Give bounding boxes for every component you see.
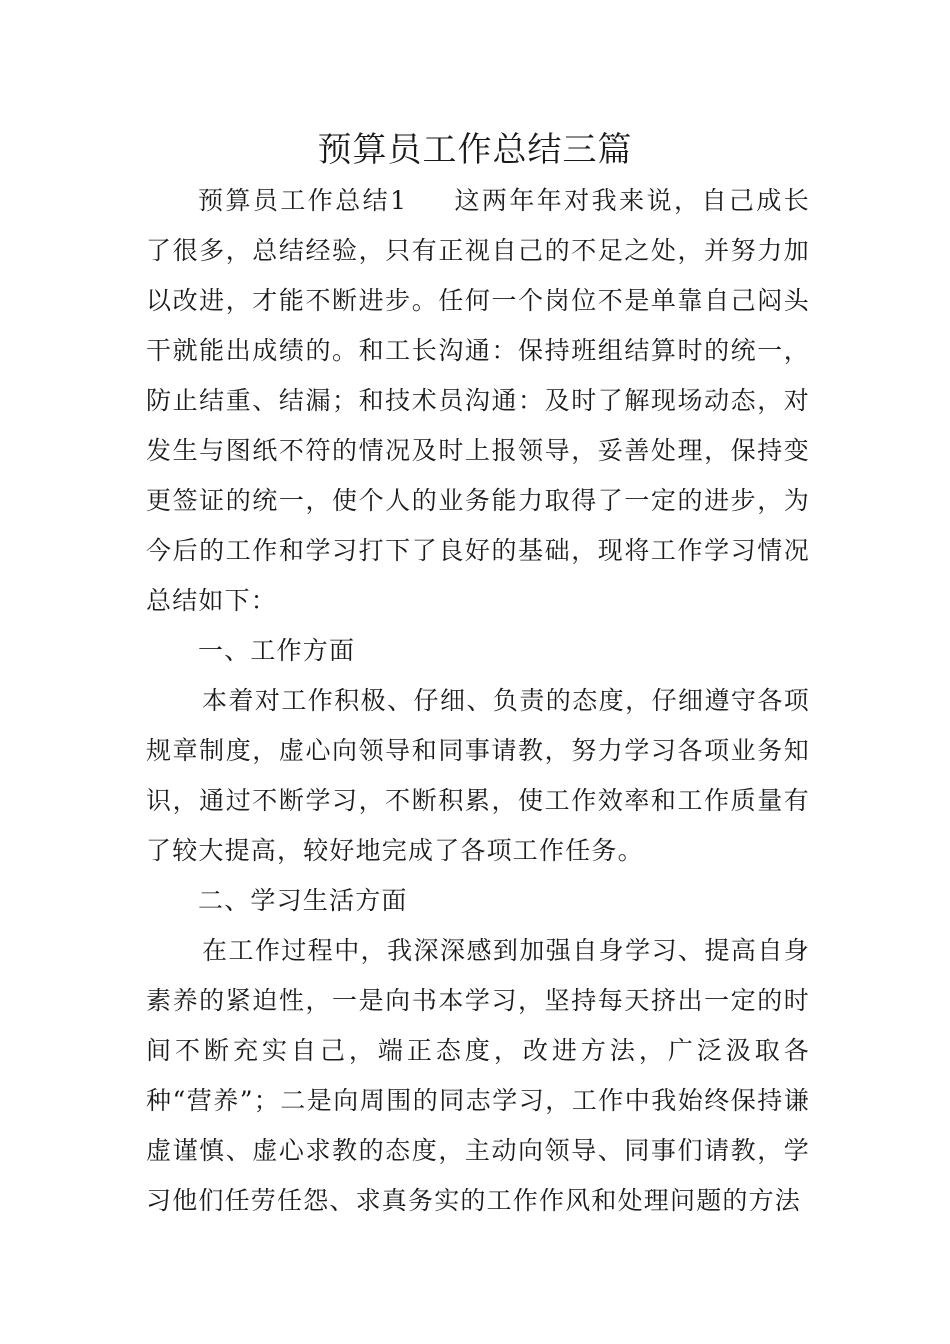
document-title: 预算员工作总结三篇 bbox=[317, 130, 633, 170]
study-paragraph: 在工作过程中，我深深感到加强自身学习、提高自身素养的紧迫性，一是向书本学习，坚持每天挤出一定的时间不断充实自己，端正态度，改进方法，广泛汲取各种“营养”；二是向周围的同志学习，工作中我始终保持谦虚谨慎、虚心求教的态度，主动向领导、同事们请教，学习他们任劳任怨、求真务实的工作作风和处理问题的方法 bbox=[146, 936, 810, 1215]
section-heading-work: 一、工作方面 bbox=[198, 636, 356, 665]
intro-text: 这两年年对我来说，自己成长了很多，总结经验，只有正视自己的不足之处，并努力加以改进，才能不断进步。任何一个岗位不是单靠自己闷头干就能出成绩的。和工长沟通：保持班组结算时的统一，防止结重、结漏；和技术员沟通：及时了解现场动态，对发生与图纸不符的情况及时上报领导，妥善处理，保持变更签证的统一，使个人的业务能力取得了一定的进步，为今后的工作和学习打下了良好的基础，现将工作学习情况总结如下： bbox=[146, 186, 810, 615]
document-body bbox=[146, 176, 810, 1226]
section-label: 预算员工作总结1 bbox=[198, 186, 408, 215]
intro-paragraph bbox=[146, 176, 810, 626]
work-paragraph: 本着对工作积极、仔细、负责的态度，仔细遵守各项规章制度，虚心向领导和同事请教，努力学习各项业务知识，通过不断学习，不断积累，使工作效率和工作质量有了较大提高，较好地完成了各项工作任务。 bbox=[146, 686, 810, 865]
section-heading-study: 二、学习生活方面 bbox=[198, 886, 408, 915]
